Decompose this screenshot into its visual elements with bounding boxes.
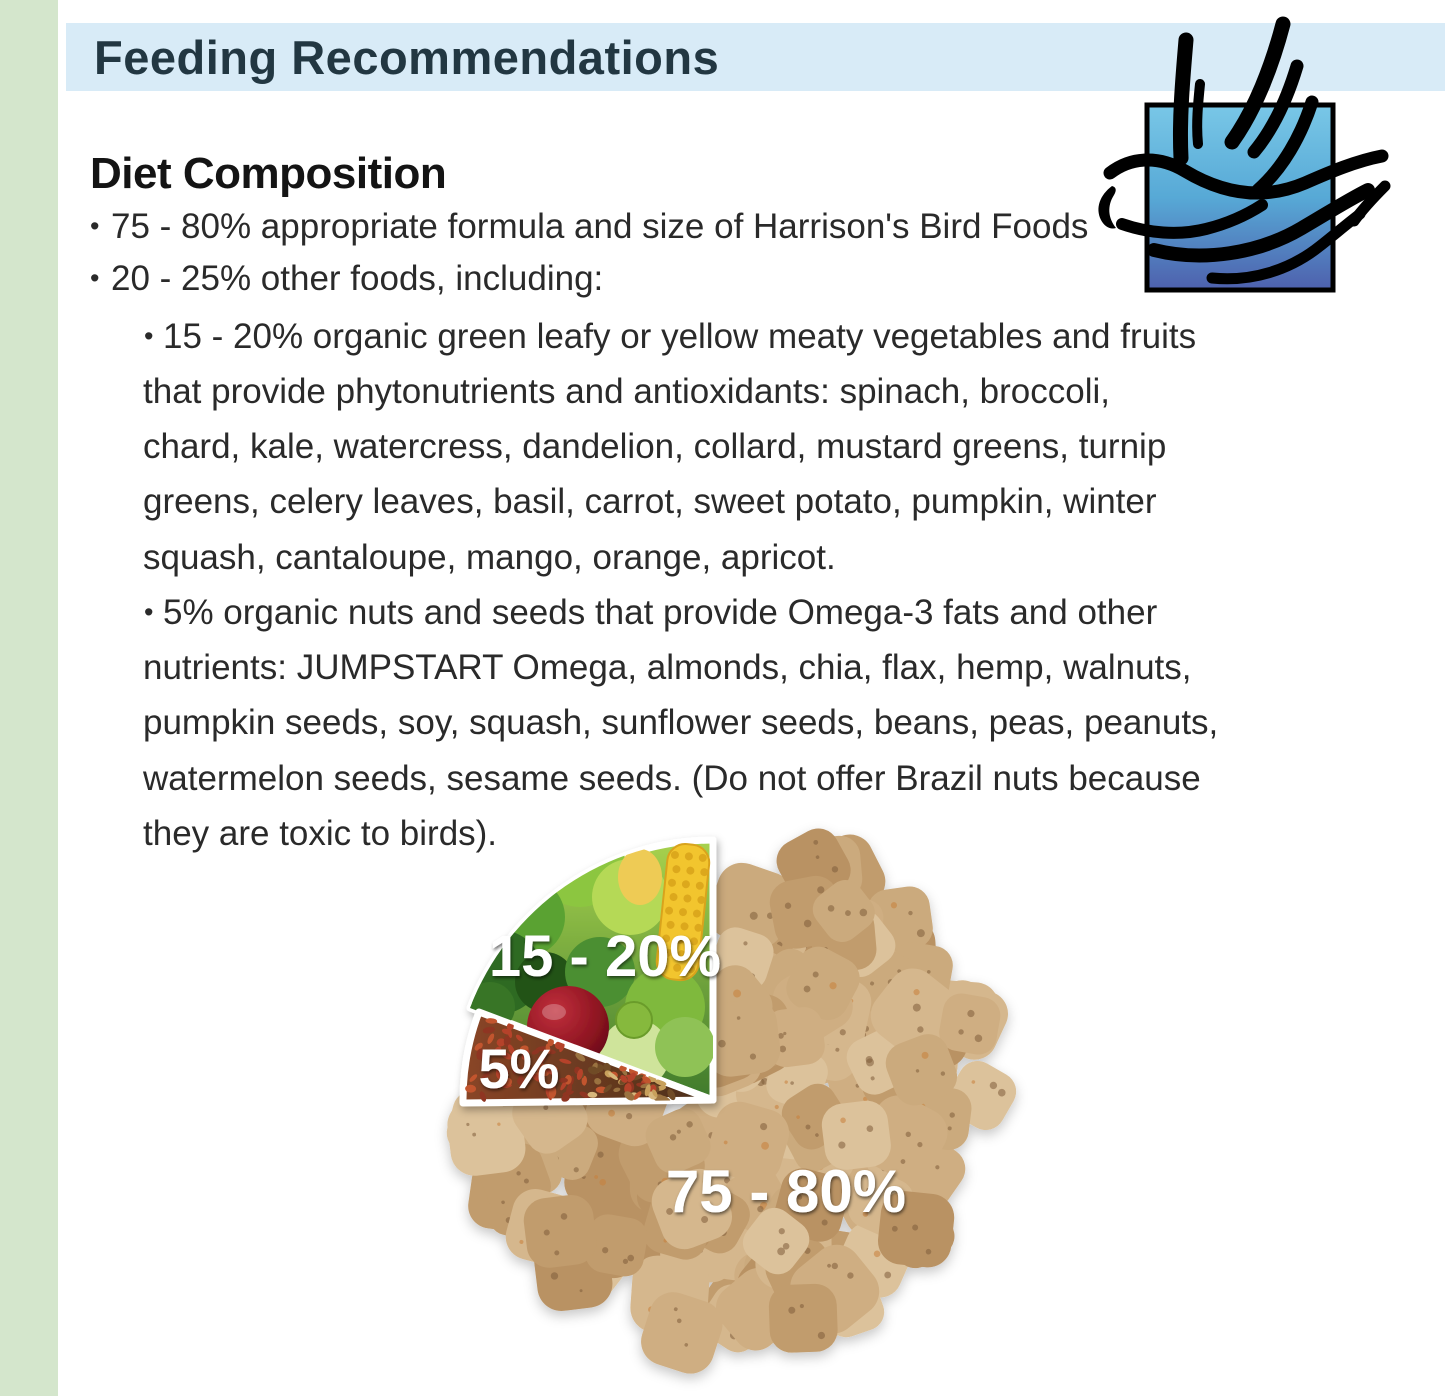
diet-line-text: nutrients: JUMPSTART Omega, almonds, chia, flax, hemp, walnuts,: [143, 648, 1192, 687]
diet-line-text: 15 - 20% organic green leafy or yellow meaty vegetables and fruits: [163, 317, 1197, 356]
diet-line: [143, 540, 836, 575]
diet-line-text: they are toxic to birds).: [143, 814, 498, 853]
green-apple: [616, 1002, 652, 1038]
diet-line-text: that provide phytonutrients and antioxidants: spinach, broccoli,: [143, 372, 1110, 411]
diet-line-text: greens, celery leaves, basil, carrot, sweet potato, pumpkin, winter: [143, 482, 1157, 521]
seed: [559, 1078, 568, 1083]
page-title: Feeding Recommendations: [94, 30, 720, 84]
diet-line-text: squash, cantaloupe, mango, orange, apricot.: [143, 538, 836, 577]
diet-line-text: chard, kale, watercress, dandelion, collard, mustard greens, turnip: [143, 427, 1167, 466]
diet-composition-pie-chart: [430, 822, 1040, 1396]
pellet: [768, 1283, 838, 1353]
diet-line: [143, 705, 1218, 740]
diet-line: [143, 484, 1157, 519]
section-heading: Diet Composition: [90, 149, 447, 198]
bullet-marker: •: [90, 211, 100, 241]
diet-line-text: watermelon seeds, sesame seeds. (Do not offer Brazil nuts because: [143, 759, 1201, 798]
diet-line-text: pumpkin seeds, soy, squash, sunflower seeds, beans, peas, peanuts,: [143, 703, 1219, 742]
pie-label-formula: 75 - 80%: [665, 1158, 907, 1225]
beak-icon: [1098, 186, 1116, 229]
bird-logo-icon: [1090, 18, 1420, 308]
diet-line: [143, 374, 1110, 409]
pie-label-vegetables: 15 - 20%: [488, 924, 722, 989]
harrisons-bird-foods-logo: [1090, 18, 1420, 308]
pellet: [521, 1192, 599, 1270]
pie-chart-svg: [430, 822, 1040, 1396]
bullet-marker: •: [144, 321, 154, 351]
diet-line: [143, 650, 1191, 685]
page-edge-stripe: [0, 0, 58, 1396]
diet-line: [143, 761, 1201, 796]
bullet-marker: •: [144, 597, 154, 627]
diet-line: [143, 429, 1166, 464]
diet-line-text: 5% organic nuts and seeds that provide Omega-3 fats and other: [163, 593, 1158, 632]
pie-label-seeds: 5%: [478, 1037, 560, 1100]
diet-line-text: 75 - 80% appropriate formula and size of Harrison's Bird Foods: [111, 207, 1089, 246]
diet-line-text: 20 - 25% other foods, including:: [111, 259, 604, 298]
diet-line: [144, 595, 1157, 630]
bullet-marker: •: [90, 263, 100, 293]
diet-line: [90, 261, 603, 296]
diet-line: [144, 319, 1196, 354]
diet-line: [90, 209, 1088, 244]
